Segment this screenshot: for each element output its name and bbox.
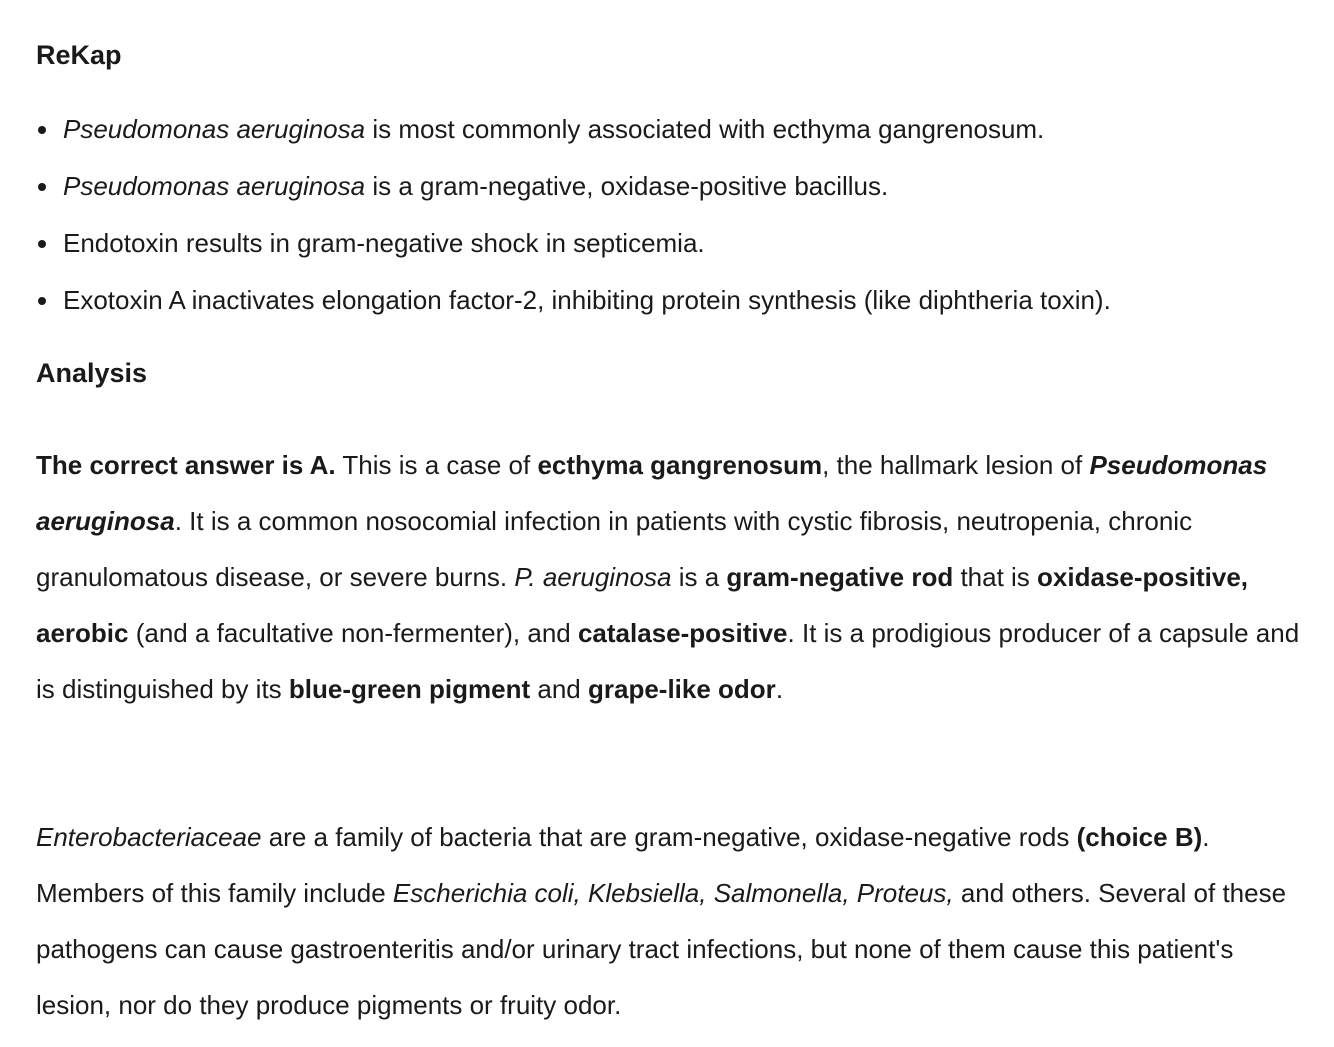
italic-organism: Enterobacteriaceae [36,822,262,852]
text-span: . It is a prodigious producer of a capsule and is distinguished by its [36,618,1300,704]
rekap-item-text: Exotoxin A inactivates elongation factor-2, inhibiting protein synthesis (like diphtheria toxin). [63,285,1111,315]
bold-term: catalase-positive [577,618,788,648]
text-span: that is [953,562,1038,592]
rekap-item [36,272,1306,329]
italic-organism-list: Escherichia coli, Klebsiella, Salmonella, Proteus, [392,878,954,908]
italic-organism: P. aeruginosa [514,562,672,592]
rekap-item [36,158,1306,215]
correct-answer-statement: The correct answer is A. [36,450,336,480]
text-span: and others. Several of these pathogens can cause gastroenteritis and/or urinary tract infections, but none of them cause this patient's lesion, nor do they produce pigments or fruity odor. [36,878,1287,1020]
rekap-item-text: is a gram-negative, oxidase-positive bacillus. [365,171,889,201]
rekap-item [36,215,1306,272]
bold-term: ecthyma gangrenosum [537,450,823,480]
text-span: This is a case of [335,450,538,480]
analysis-paragraph-correct-answer [36,437,1306,717]
bold-term: blue-green pigment [288,674,531,704]
text-span: . [775,674,784,704]
rekap-item-text: Endotoxin results in gram-negative shock in septicemia. [63,228,705,258]
rekap-item-italic: Pseudomonas aeruginosa [63,114,366,144]
analysis-heading: Analysis [36,358,148,388]
bold-term: grape-like odor [587,674,776,704]
rekap-item [36,101,1306,158]
analysis-paragraph-choice-b [36,809,1306,1033]
bold-term: oxidase-positive, aerobic [36,562,1249,648]
rekap-item-italic: Pseudomonas aeruginosa [63,171,366,201]
text-span: . It is a common nosocomial infection in patients with cystic fibrosis, neutropenia, chronic granulomatous disease, or severe burns. [36,506,1193,592]
rekap-heading: ReKap [36,40,122,70]
rekap-item-text: is most commonly associated with ecthyma gangrenosum. [365,114,1045,144]
text-span: (and a facultative non-fermenter), and [128,618,578,648]
text-span: is a [671,562,727,592]
choice-label: (choice B) [1076,822,1203,852]
text-span: and [530,674,588,704]
text-span: , the hallmark lesion of [822,450,1090,480]
rekap-list [36,101,1306,329]
text-span: are a family of bacteria that are gram-negative, oxidase-negative rods [261,822,1077,852]
text-span: . Members of this family include [36,822,1210,908]
bold-italic-organism: Pseudomonas aeruginosa [36,450,1268,536]
bold-term: gram-negative rod [726,562,954,592]
